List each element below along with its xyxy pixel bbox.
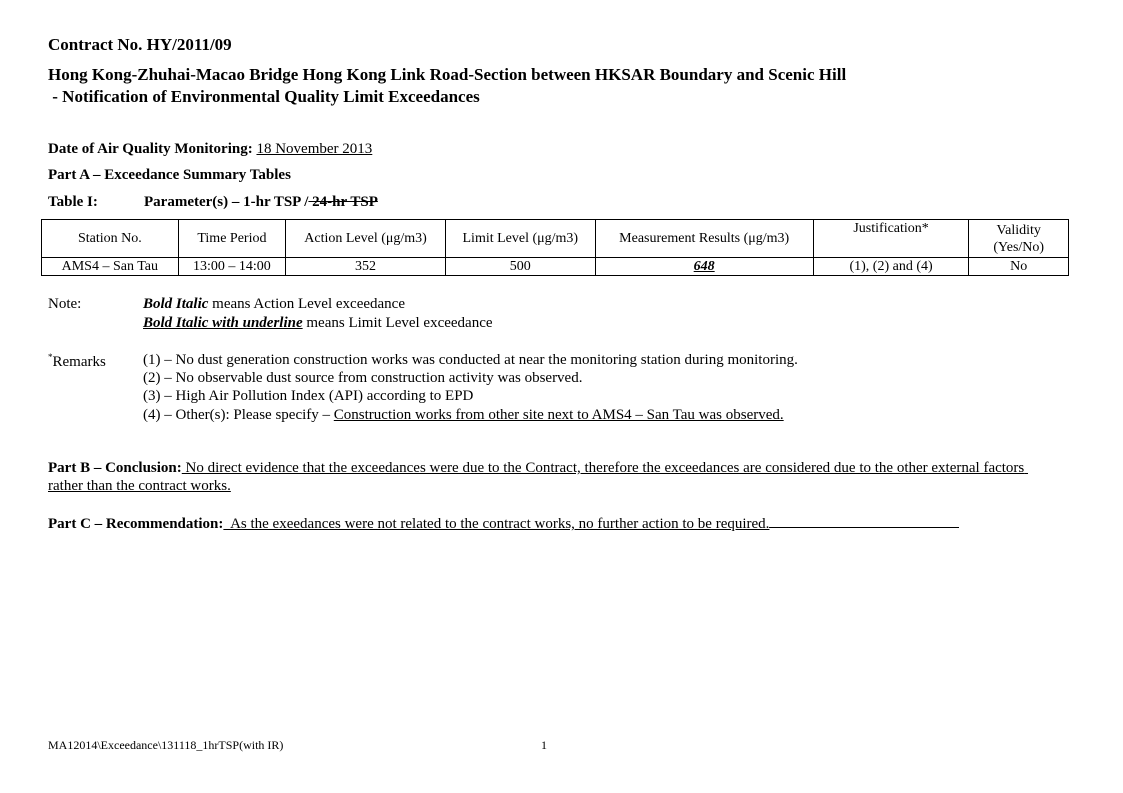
header-measurement: Measurement Results (μg/m3) [595, 220, 813, 258]
note1-text: means Action Level exceedance [208, 296, 405, 312]
measurement-value: 648 [693, 259, 715, 274]
footer-reference: MA12014\Exceedance\131118_1hrTSP(with IR) [48, 738, 284, 752]
table-row [42, 258, 1069, 276]
note-label: Note: [48, 296, 82, 312]
cell-validity: No [969, 258, 1069, 276]
remark-item: (2) – No observable dust source from construction activity was observed. [143, 370, 583, 386]
header-action-level: Action Level (μg/m3) [286, 220, 446, 258]
note1-emphasis: Bold Italic [143, 296, 209, 312]
cell-measurement [595, 258, 813, 276]
monitoring-date-label: Date of Air Quality Monitoring: [48, 141, 253, 157]
note2-emphasis: Bold Italic with underline [143, 315, 303, 331]
exceedance-table [41, 219, 1069, 276]
part-c-recommendation [48, 514, 959, 533]
header-station: Station No. [42, 220, 179, 258]
header-time-period: Time Period [178, 220, 286, 258]
header-justification: Justification* [813, 220, 969, 258]
part-b-label: Part B – Conclusion: [48, 460, 182, 476]
remark4-prefix: (4) – Other(s): Please specify – [143, 407, 334, 423]
remark4-detail: Construction works from other site next to AMS4 – San Tau was observed. [333, 407, 784, 423]
part-c-label: Part C – Recommendation: [48, 516, 224, 532]
parameter-prefix: Parameter(s) – 1-hr TSP / [144, 194, 309, 210]
part-c-blank-line [769, 514, 959, 528]
part-b-text: No direct evidence that the exceedances were due to the Contract, therefore the exceedances are considered due to the other external factors rather than the contract works. [48, 460, 1029, 494]
remarks-label-text: Remarks [52, 354, 106, 370]
monitoring-date-value: 18 November 2013 [256, 141, 373, 157]
remark-item: (1) – No dust generation construction works was conducted at near the monitoring station during monitoring. [143, 352, 798, 368]
remarks-label [48, 352, 106, 371]
document-title-line2: - Notification of Environmental Quality Limit Exceedances [48, 87, 480, 106]
note2-text: means Limit Level exceedance [302, 315, 493, 331]
note-action-level [143, 296, 405, 313]
part-c-text: As the exeedances were not related to the contract works, no further action to be required. [223, 516, 770, 532]
monitoring-date-line [48, 141, 372, 158]
parameter-line [144, 194, 378, 211]
remark-item [143, 407, 784, 424]
cell-station: AMS4 – San Tau [42, 258, 179, 276]
part-b-conclusion [48, 459, 1058, 495]
part-a-heading: Part A – Exceedance Summary Tables [48, 167, 291, 183]
cell-justification: (1), (2) and (4) [813, 258, 969, 276]
cell-time-period: 13:00 – 14:00 [178, 258, 286, 276]
note-limit-level [143, 315, 493, 332]
header-limit-level: Limit Level (μg/m3) [445, 220, 595, 258]
table-caption [48, 194, 378, 211]
cell-action-level: 352 [286, 258, 446, 276]
contract-number: Contract No. HY/2011/09 [48, 35, 232, 54]
table-label: Table I: [48, 194, 98, 210]
header-validity: Validity (Yes/No) [969, 220, 1069, 258]
table-header-row [42, 220, 1069, 258]
document-title-line1: Hong Kong-Zhuhai-Macao Bridge Hong Kong Link Road-Section between HKSAR Boundary and Scenic Hill [48, 65, 847, 84]
cell-limit-level: 500 [445, 258, 595, 276]
remark-item: (3) – High Air Pollution Index (API) according to EPD [143, 388, 474, 404]
parameter-struck: 24-hr TSP [308, 194, 378, 210]
footer-page-number: 1 [541, 738, 547, 752]
remarks-marker: * [48, 352, 53, 362]
